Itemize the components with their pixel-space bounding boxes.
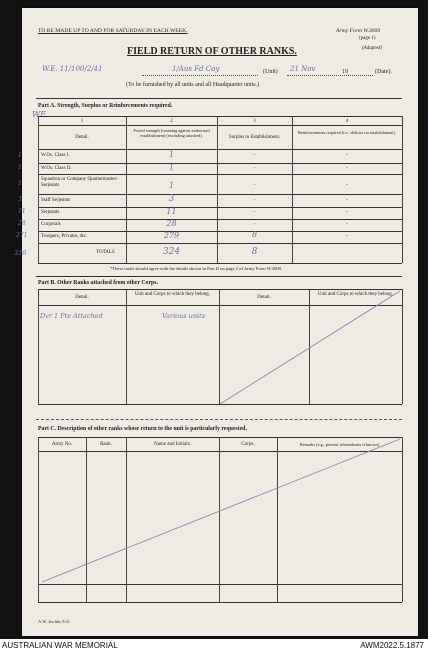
footer-right: AWM2022.5.1877 <box>360 641 424 650</box>
col-number-4: 4 <box>345 119 349 124</box>
totals-posted: 324 <box>162 247 181 257</box>
archive-footer <box>0 639 428 653</box>
part-c-header-corps: Corps. <box>241 442 255 447</box>
part-b-header-detail-1: Detail. <box>75 295 89 300</box>
totals-margin-mark: 316 <box>14 249 27 257</box>
part-c-header-name: Name and Initials. <box>154 442 191 447</box>
part-c-header-rank: Rank. <box>100 442 112 447</box>
print-code: A.W. 2m bks 5/41 <box>38 619 70 624</box>
row-label: Serjeants <box>41 210 60 215</box>
row-reinforcements: - <box>346 198 348 203</box>
unit-handwritten: 1/Aus Fd Coy <box>172 65 220 73</box>
part-b-entry-detail: Dvr 1 Pte Attached <box>40 312 103 320</box>
row-surplus: - <box>253 153 256 158</box>
row-margin-mark: 28 <box>18 220 26 227</box>
row-label: Troopers, Privates, &c. <box>41 234 88 239</box>
part-b-header-unit-1: Unit and Corps to which they belong. <box>134 292 211 297</box>
row-posted: 1 <box>168 150 175 159</box>
row-surplus: - <box>253 222 256 227</box>
strike-lines <box>22 8 418 636</box>
totals-label: TOTALS <box>96 250 115 255</box>
col-number-2: 2 <box>170 119 173 124</box>
row-surplus: 8 <box>251 230 258 239</box>
row-margin-mark: 271 <box>16 232 28 239</box>
row-reinforcements: - <box>346 222 348 227</box>
row-margin-mark: 1 <box>18 164 22 171</box>
row-posted: 28 <box>166 219 177 228</box>
row-surplus: - <box>253 183 256 188</box>
we-reference: W.E. 11/100/2/41 <box>42 65 103 73</box>
row-margin-mark: 11 <box>18 208 26 215</box>
adapted-note: (Adapted) <box>362 46 382 51</box>
row-reinforcements: - <box>346 183 348 188</box>
col-header-surplus: Surplus to Establishment. <box>228 135 281 140</box>
part-b-header-detail-2: Detail. <box>257 295 271 300</box>
part-b-heading: Part B. Other Ranks attached from other Corps. <box>38 280 158 286</box>
furnish-note: (To be furnished by all units and all Headquarter units.) <box>126 82 260 88</box>
row-reinforcements: - <box>346 210 348 215</box>
col-header-posted: Posted strength (counting against authorized establishment) (excluding attached). <box>133 128 210 138</box>
row-label: Corporals <box>41 222 61 227</box>
date-handwritten: 21 Nov <box>290 65 316 73</box>
col-header-reinforcements: Reinforcements required (i.e., deficits on establishment). <box>298 130 396 135</box>
row-surplus: - <box>253 210 256 215</box>
part-c-strike-line <box>42 439 400 582</box>
page-number: (page 1) <box>359 36 376 41</box>
date-label: (Date). <box>375 69 392 75</box>
row-reinforcements: - <box>346 166 348 171</box>
row-label: Squadron or Company Quartermaster-Serjeants <box>41 177 118 188</box>
row-label: W.Os. Class II. <box>41 166 72 171</box>
col-number-1: 1 <box>80 119 84 124</box>
row-margin-mark: 1 <box>18 180 22 187</box>
totals-note: *These totals should agree with the details shown in Part D on page 2 of Army Form W.3009. <box>110 266 283 271</box>
row-posted: 3 <box>168 194 175 204</box>
unit-label: (Unit) <box>263 69 278 75</box>
row-margin-mark: 1 <box>18 152 22 159</box>
part-a-heading: Part A. Strength, Surplus or Reinforcements required. <box>38 103 173 109</box>
part-b-strike-line <box>220 291 400 404</box>
part-c-header-remarks: Remarks (e.g., present whereabouts if known). <box>299 442 381 447</box>
row-posted: 1 <box>168 163 175 172</box>
row-posted: 11 <box>166 207 177 216</box>
part-c-header-army-no: Army No. <box>51 442 73 447</box>
part-b-entry-unit: Various units <box>162 312 206 320</box>
col-number-3: 3 <box>253 119 256 124</box>
part-c-heading: Part C. Description of other ranks whose return to the unit is particularly requested. <box>38 426 247 432</box>
totals-surplus: 8 <box>251 247 258 257</box>
year-prefix: 19 <box>342 69 348 75</box>
form-title: FIELD RETURN OF OTHER RANKS. <box>127 46 297 57</box>
row-surplus: - <box>253 198 256 203</box>
row-posted: 279 <box>163 231 180 240</box>
form-page <box>14 8 418 636</box>
footer-left: AUSTRALIAN WAR MEMORIAL <box>2 641 118 650</box>
part-b-header-unit-2: Unit and Corps to which they belong. <box>317 292 394 297</box>
row-posted: 1 <box>168 181 175 190</box>
row-margin-mark: 3 <box>18 196 22 203</box>
row-surplus: - <box>253 166 256 171</box>
row-label: W.Os. Class I. <box>41 153 70 158</box>
we-mark: WE <box>32 110 47 119</box>
form-number: Army Form W.3009 <box>336 28 381 34</box>
col-header-detail: Detail. <box>75 135 89 140</box>
row-reinforcements: - <box>346 234 348 239</box>
instruction-text: TO BE MADE UP TO AND FOR SATURDAY IN EACH WEEK. <box>38 28 188 34</box>
row-label: Staff Serjeants <box>41 198 71 203</box>
row-reinforcements: - <box>346 153 348 158</box>
